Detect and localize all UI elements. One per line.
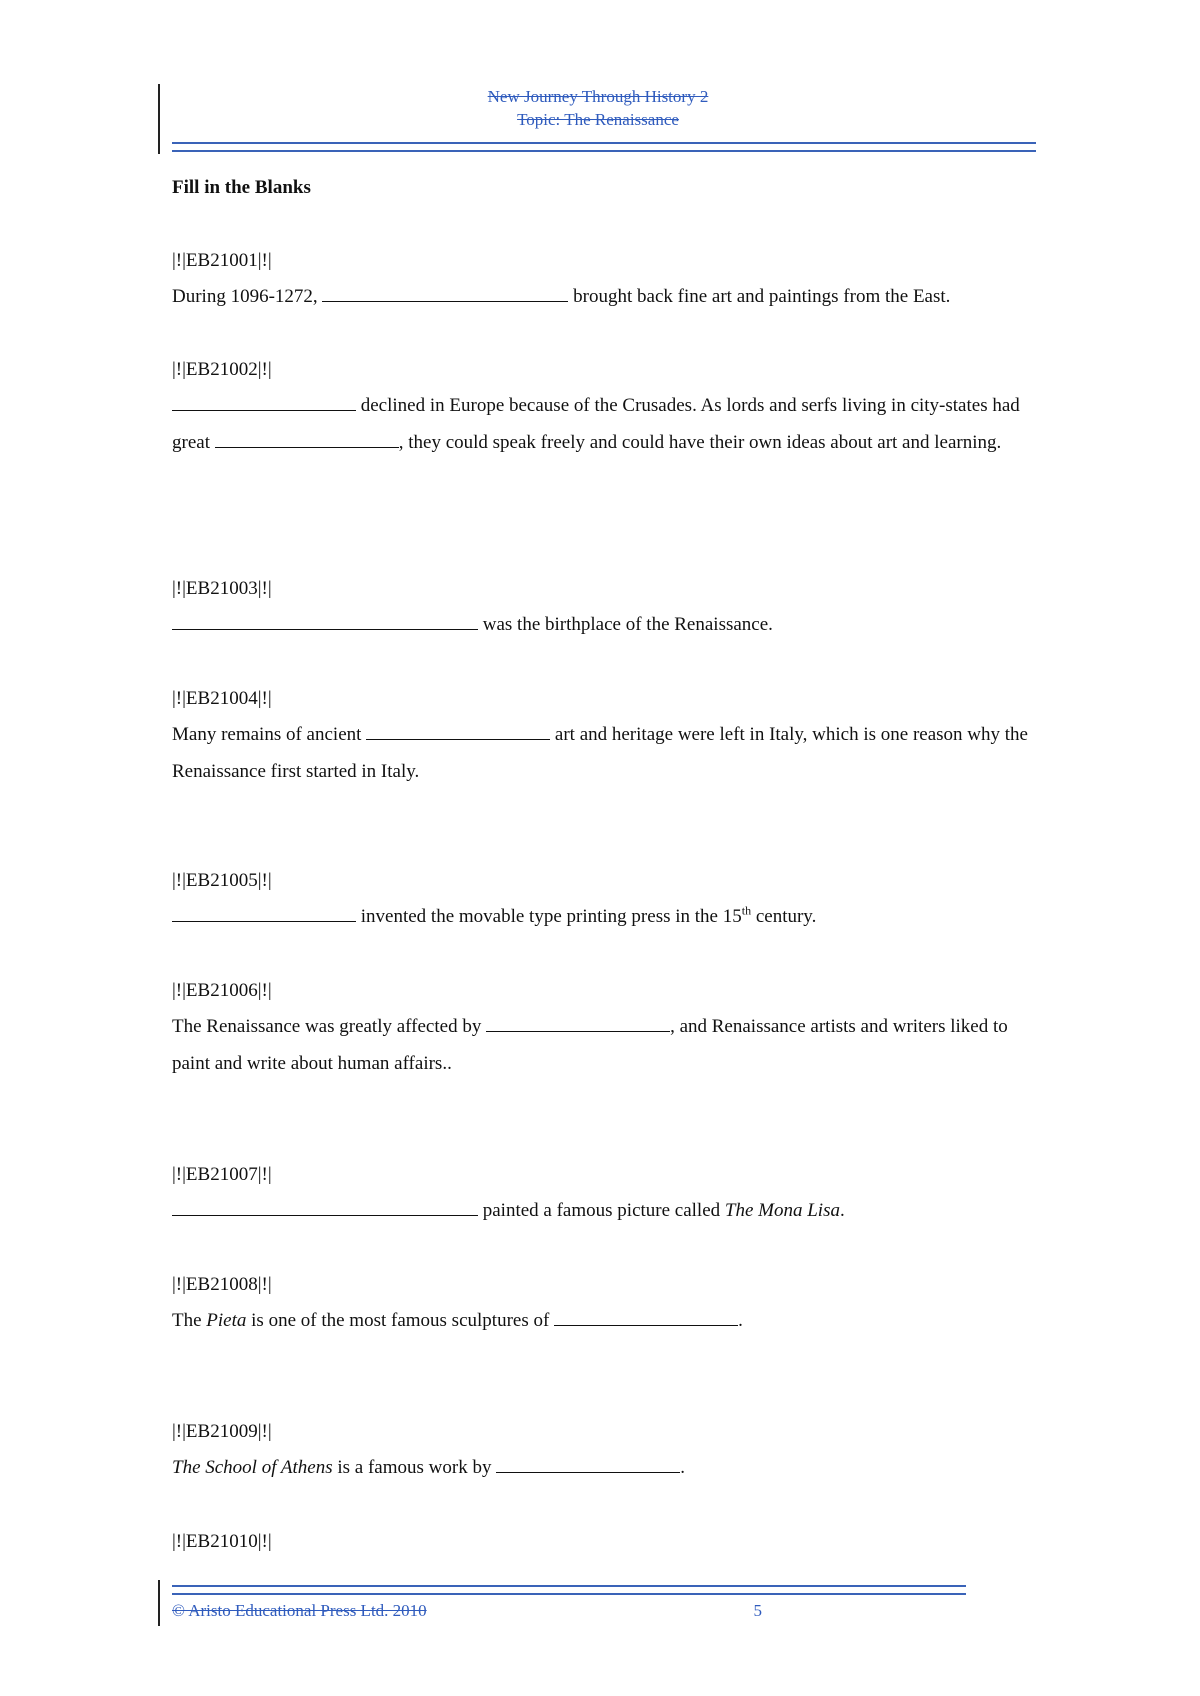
question-text-1: During 1096-1272, brought back fine art and paintings from the East. bbox=[172, 278, 1042, 315]
footer-rule-top bbox=[172, 1585, 966, 1587]
question-text-8: The Pieta is one of the most famous sculptures of . bbox=[172, 1302, 1042, 1339]
question-id-5: |!|EB21005|!| bbox=[172, 870, 272, 891]
footer-publisher: © Aristo Educational Press Ltd. 2010 bbox=[172, 1601, 427, 1620]
answer-blank-1[interactable] bbox=[322, 282, 568, 302]
answer-blank-6[interactable] bbox=[486, 1012, 670, 1032]
answer-blank-9[interactable] bbox=[496, 1453, 680, 1473]
header-rule-bottom bbox=[172, 150, 1036, 152]
header-rule-top bbox=[172, 142, 1036, 144]
question-id-8: |!|EB21008|!| bbox=[172, 1274, 272, 1295]
question-text-2: declined in Europe because of the Crusades. As lords and serfs living in city-states had great , they could speak freely and could have their own ideas about art and learning. bbox=[172, 387, 1042, 461]
question-id-7: |!|EB21007|!| bbox=[172, 1164, 272, 1185]
header-topic: Topic: The Renaissance bbox=[517, 110, 679, 129]
section-title: Fill in the Blanks bbox=[172, 177, 311, 198]
question-text-6: The Renaissance was greatly affected by , and Renaissance artists and writers liked to paint and write about human affairs.. bbox=[172, 1008, 1042, 1082]
page-number: 5 bbox=[753, 1601, 762, 1620]
header-book-title: New Journey Through History 2 bbox=[487, 87, 709, 106]
question-id-2: |!|EB21002|!| bbox=[172, 359, 272, 380]
answer-blank-2b[interactable] bbox=[215, 428, 399, 448]
question-id-1: |!|EB21001|!| bbox=[172, 250, 272, 271]
question-text-5: invented the movable type printing press in the 15th century. bbox=[172, 898, 1042, 935]
question-text-7: painted a famous picture called The Mona Lisa. bbox=[172, 1192, 1042, 1229]
answer-blank-4[interactable] bbox=[366, 720, 550, 740]
answer-blank-5[interactable] bbox=[172, 902, 356, 922]
question-id-6: |!|EB21006|!| bbox=[172, 980, 272, 1001]
answer-blank-7[interactable] bbox=[172, 1196, 478, 1216]
question-text-3: was the birthplace of the Renaissance. bbox=[172, 606, 1042, 643]
footer-rule-bottom bbox=[172, 1593, 966, 1595]
question-id-3: |!|EB21003|!| bbox=[172, 578, 272, 599]
answer-blank-3[interactable] bbox=[172, 610, 478, 630]
question-id-10: |!|EB21010|!| bbox=[172, 1531, 272, 1552]
question-text-4: Many remains of ancient art and heritage were left in Italy, which is one reason why the Renaissance first started in Italy. bbox=[172, 716, 1042, 790]
change-bar-footer bbox=[158, 1580, 160, 1626]
question-text-9: The School of Athens is a famous work by . bbox=[172, 1449, 1042, 1486]
answer-blank-2a[interactable] bbox=[172, 391, 356, 411]
question-id-4: |!|EB21004|!| bbox=[172, 688, 272, 709]
answer-blank-8[interactable] bbox=[554, 1306, 738, 1326]
page-footer bbox=[172, 1600, 762, 1622]
question-id-9: |!|EB21009|!| bbox=[172, 1421, 272, 1442]
